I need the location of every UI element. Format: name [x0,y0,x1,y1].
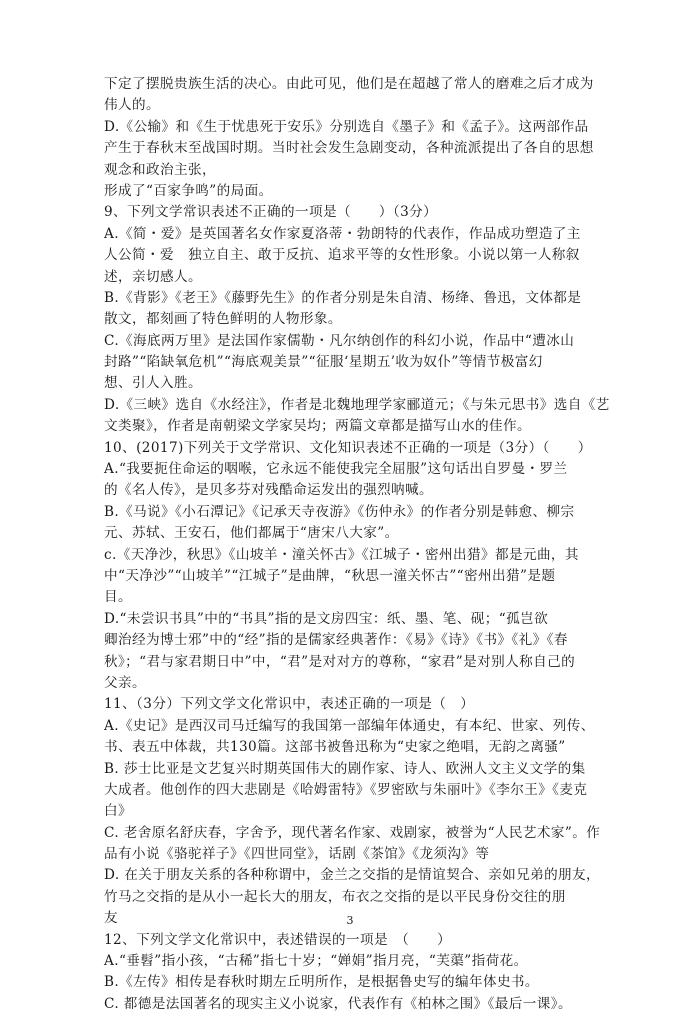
text-line: 白》 [104,803,132,820]
text-line: D.《公输》和《生于忧患死于安乐》分别选自《墨子》和《孟子》。这两部作品 [104,118,589,135]
text-line: 中“天净沙”“山坡羊”“江城子”是曲牌，“秋思一潼关怀古”“密州出猎”是题 [104,567,556,584]
text-line: C. 都德是法国著名的现实主义小说家，代表作有《柏林之围》《最后一课》。 [104,995,572,1012]
text-line: C. 老舍原名舒庆春，字舍予，现代著名作家、戏剧家，被誉为“人民艺术家”。作 [104,824,601,841]
text-line: 12、下列文学文化常识中，表述错误的一项是 （ ） [104,931,452,948]
text-line: A.《简・爱》是英国著名女作家夏洛蒂・勃朗特的代表作，作品成功塑造了主 [104,225,581,242]
text-line: 的《名人传》，是贝多芬对残酷命运发出的强烈呐喊。 [104,482,434,499]
text-line: 11、（3分）下列文学文化常识中，表述正确的一项是（ ） [104,696,475,713]
text-line: 友 [104,910,118,927]
text-line: 封路”“陷缺氧危机”“海底观美景”“征服‘星期五’收为奴仆”等情节极富幻 [104,354,543,371]
text-line: 下定了摆脱贵族生活的决心。由此可见，他们是在超越了常人的磨难之后才成为 [104,76,594,92]
text-line: 想、引人入胜。 [104,375,202,392]
text-line: c.《天净沙，秋思》《山坡羊・潼关怀古》《江城子・密州出猎》都是元曲，其 [104,546,579,563]
text-line: B.《马说》《小石潭记》《记承天寺夜游》《伤仲永》的作者分别是韩愈、柳宗 [104,503,575,520]
text-line: 产生于春秋末至战国时期。当时社会发生急剧变动，各种流派提出了各自的思想 [104,140,594,157]
text-line: 形成了“百家争鸣”的局面。 [104,182,273,199]
text-line: 9、下列文学常识表述不正确的一项是（ ）（3分） [104,204,438,221]
text-line: 品有小说《骆驼祥子》《四世同堂》，话剧《茶馆》《龙须沟》等 [104,846,490,863]
text-line: C.《海底两万里》是法国作家儒勒・凡尔纳创作的科幻小说，作品中“遭冰山 [104,332,575,349]
text-line: 卿治经为博士邪”中的“经”指的是儒家经典著作：《易》《诗》《书》《礼》《春 [104,632,568,649]
text-line: A.“垂髫”指小孩，“古稀”指七十岁；“婵娟”指月亮，“芙蕖”指荷花。 [104,953,528,970]
text-line: D. 在关于朋友关系的各种称谓中，金兰之交指的是情谊契合、亲如兄弟的朋友， [104,867,601,884]
text-line: A.《史记》是西汉司马迁编写的我国第一部编年体通史，有本纪、世家、列传、 [104,717,595,734]
text-line: 伟人的。 [104,97,160,114]
text-line: 大成者。他创作的四大悲剧是《哈姆雷特》《罗密欧与朱丽叶》《李尔王》《麦克 [104,781,588,798]
text-line: 文类聚》，作者是南朝梁文学家吴均；两篇文章都是描写山水的佳作。 [104,418,532,435]
text-line: 目。 [104,589,132,606]
text-line: D.《三峡》选自《水经注》，作者是北魏地理学家郦道元；《与朱元思书》选自《艺 [104,396,610,413]
text-line: B.《左传》相传是春秋时期左丘明所作，是根据鲁史写的编年体史书。 [104,974,539,991]
text-line: 秋》；“君与家君期日中”中，“君”是对对方的尊称，“家君”是对别人称自己的 [104,653,576,670]
text-line: 散文，都刻画了特色鲜明的人物形象。 [104,311,342,328]
text-line: 人公简・爱 独立自主、敢于反抗、追求平等的女性形象。小说以第一人称叙 [104,247,580,264]
text-line: 元、苏轼、王安石，他们都属于“唐宋八大家”。 [104,525,399,542]
text-line: B.《背影》《老王》《藤野先生》的作者分别是朱自清、杨绛、鲁迅，文体都是 [104,289,582,306]
text-line: D.“未尝识书具”中的“书具”指的是文房四宝：纸、墨、笔、砚；“孤岂欲 [104,610,549,627]
text-line: 书、表五中体裁，共130篇。这部书被鲁迅称为“史家之绝唱，无韵之离骚” [104,739,566,756]
text-line: A.“我要扼住命运的咽喉，它永远不能使我完全屈服”这句话出自罗曼・罗兰 [104,461,568,478]
text-line: 观念和政治主张， [104,161,216,178]
text-line: 10、(2017)下列关于文学常识、文化知识表述不正确的一项是（3分）（ ） [104,439,592,456]
text-line: 竹马之交指的是从小一起长大的朋友，布衣之交指的是以平民身份交往的朋 [104,888,566,905]
text-line: B. 莎士比亚是文艺复兴时期英国伟大的剧作家、诗人、欧洲人文主义文学的集 [104,760,586,777]
text-line: 父亲。 [104,674,146,691]
text-line: 述，亲切感人。 [104,268,202,285]
text-body [104,74,610,1015]
page-number: 3 [346,914,354,927]
